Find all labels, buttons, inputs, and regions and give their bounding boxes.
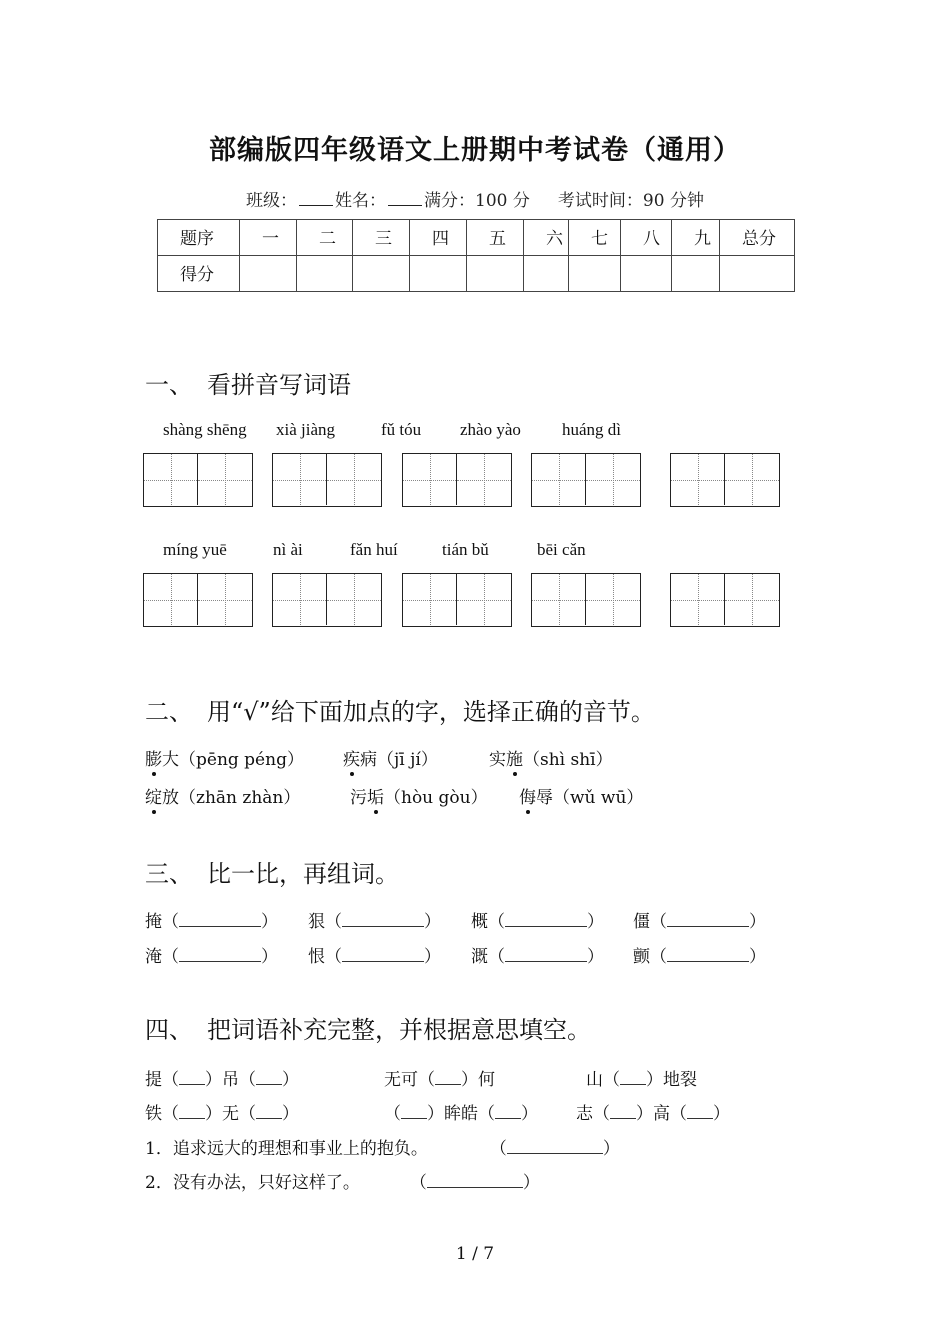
- section-title: 看拼音写词语: [207, 371, 351, 399]
- score-cell[interactable]: [410, 256, 467, 292]
- pinyin-label: míng yuē: [163, 540, 227, 559]
- full-score: 满分：100 分: [424, 191, 530, 211]
- score-header-cell: 题序: [158, 220, 240, 256]
- exam-time: 考试时间：90 分钟: [557, 191, 704, 211]
- page-number: 1 / 7: [455, 1244, 495, 1264]
- pinyin-label: fǎn huí: [350, 540, 398, 559]
- meaning-question[interactable]: 2．没有办法，只好这样了。 （ ）: [145, 1173, 540, 1193]
- writing-grid[interactable]: [402, 573, 512, 627]
- score-header-cell: 七: [569, 220, 621, 256]
- writing-grid[interactable]: [272, 453, 382, 507]
- class-label: 班级：: [246, 191, 298, 211]
- score-cell[interactable]: [353, 256, 410, 292]
- writing-grid[interactable]: [670, 573, 780, 627]
- section-number: 二、: [145, 698, 193, 726]
- writing-grid[interactable]: [272, 573, 382, 627]
- idiom-item[interactable]: 无可（ ）何: [384, 1070, 495, 1090]
- writing-grid[interactable]: [143, 453, 253, 507]
- pronunciation-item[interactable]: 污垢（hòu gòu）: [350, 783, 488, 808]
- score-header-cell: 八: [621, 220, 672, 256]
- pinyin-label: shàng shēng: [163, 420, 247, 439]
- score-header-cell: 三: [353, 220, 410, 256]
- pinyin-label: tián bǔ: [442, 540, 489, 559]
- pinyin-label: zhào yào: [460, 420, 521, 439]
- pronunciation-item[interactable]: 绽放（zhān zhàn）: [145, 783, 300, 808]
- writing-grid[interactable]: [531, 453, 641, 507]
- idiom-item[interactable]: （ ）眸皓（ ）: [384, 1104, 538, 1124]
- score-row: [158, 256, 795, 292]
- score-cell[interactable]: [621, 256, 672, 292]
- exam-info: [0, 186, 950, 211]
- section-title: 把词语补充完整，并根据意思填空。: [207, 1016, 591, 1044]
- compare-item[interactable]: 僵（ ）: [633, 912, 766, 932]
- score-cell[interactable]: [569, 256, 621, 292]
- score-cell[interactable]: [467, 256, 524, 292]
- pronunciation-item[interactable]: 实施（shì shī）: [489, 745, 613, 770]
- pinyin-label: nì ài: [273, 540, 303, 559]
- compare-item[interactable]: 掩（ ）: [145, 912, 278, 932]
- idiom-item[interactable]: 铁（ ）无（ ）: [145, 1104, 299, 1124]
- score-header-cell: 五: [467, 220, 524, 256]
- idiom-item[interactable]: 志（ ）高（ ）: [576, 1104, 730, 1124]
- compare-item[interactable]: 概（ ）: [471, 912, 604, 932]
- score-header-cell: 九: [672, 220, 720, 256]
- pronunciation-item[interactable]: 侮辱（wǔ wū）: [519, 783, 643, 808]
- section-title: 比一比，再组词。: [207, 860, 399, 888]
- section-number: 三、: [145, 860, 193, 888]
- compare-item[interactable]: 颤（ ）: [633, 947, 766, 967]
- score-header-cell: 二: [297, 220, 353, 256]
- name-blank[interactable]: [388, 191, 422, 206]
- score-cell[interactable]: [672, 256, 720, 292]
- writing-grid[interactable]: [531, 573, 641, 627]
- writing-grid[interactable]: [402, 453, 512, 507]
- class-blank[interactable]: [299, 191, 333, 206]
- section-2-heading: [145, 692, 655, 727]
- meaning-question[interactable]: 1．追求远大的理想和事业上的抱负。 （ ）: [145, 1139, 620, 1159]
- pronunciation-item[interactable]: 膨大（pēng péng）: [145, 745, 304, 770]
- idiom-item[interactable]: 提（ ）吊（ ）: [145, 1070, 299, 1090]
- section-number: 四、: [145, 1016, 193, 1044]
- pinyin-label: bēi cǎn: [537, 540, 586, 559]
- score-row-label: 得分: [158, 256, 240, 292]
- section-3-heading: [145, 854, 399, 889]
- section-number: 一、: [145, 371, 193, 399]
- score-cell[interactable]: [524, 256, 569, 292]
- score-header-row: [158, 220, 795, 256]
- writing-grid[interactable]: [143, 573, 253, 627]
- compare-item[interactable]: 狠（ ）: [308, 912, 441, 932]
- pinyin-label: fǔ tóu: [381, 420, 422, 439]
- section-title: 用“√”给下面加点的字，选择正确的音节。: [207, 698, 655, 726]
- score-cell[interactable]: [297, 256, 353, 292]
- compare-item[interactable]: 淹（ ）: [145, 947, 278, 967]
- writing-grid[interactable]: [670, 453, 780, 507]
- pronunciation-item[interactable]: 疾病（jī jí）: [343, 745, 438, 770]
- score-cell[interactable]: [720, 256, 795, 292]
- section-1-heading: [145, 365, 351, 400]
- page-title: 部编版四年级语文上册期中考试卷（通用）: [209, 135, 741, 166]
- name-label: 姓名：: [335, 191, 387, 211]
- score-header-cell: 四: [410, 220, 467, 256]
- score-table: [157, 219, 795, 292]
- score-header-cell: 总分: [720, 220, 795, 256]
- compare-item[interactable]: 恨（ ）: [308, 947, 441, 967]
- compare-item[interactable]: 溉（ ）: [471, 947, 604, 967]
- pinyin-label: huáng dì: [562, 420, 622, 439]
- score-cell[interactable]: [240, 256, 297, 292]
- score-header-cell: 六: [524, 220, 569, 256]
- idiom-item[interactable]: 山（ ）地裂: [586, 1070, 697, 1090]
- pinyin-label: xià jiàng: [276, 420, 336, 439]
- section-4-heading: [145, 1010, 591, 1045]
- score-header-cell: 一: [240, 220, 297, 256]
